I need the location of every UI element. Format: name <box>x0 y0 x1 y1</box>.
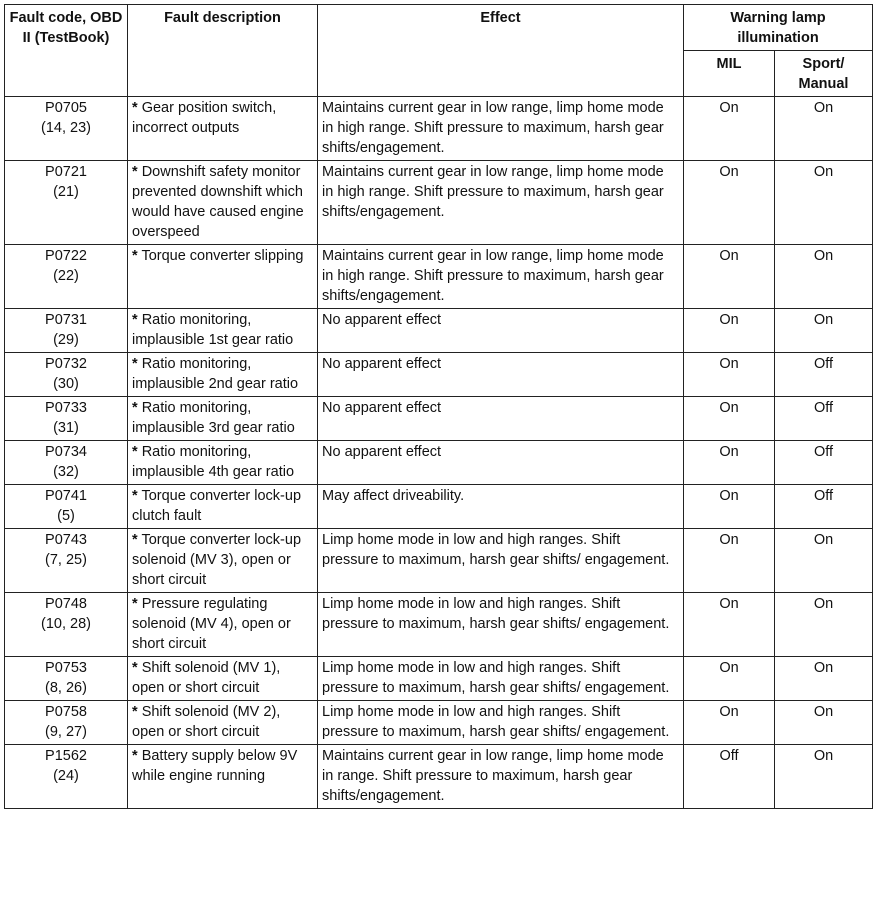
fault-code-cell <box>5 397 128 441</box>
fault-code-cell <box>5 309 128 353</box>
effect-cell: Limp home mode in low and high ranges. Shift pressure to maximum, harsh gear shifts/ engagement. <box>318 529 684 593</box>
fault-code: P0721 <box>45 164 87 180</box>
fault-code-table-container <box>4 4 873 809</box>
fault-code: P0743 <box>45 532 87 548</box>
fault-code: P0758 <box>45 704 87 720</box>
fault-code: P0722 <box>45 248 87 264</box>
fault-code: P1562 <box>45 748 87 764</box>
effect-cell: Maintains current gear in low range, limp home mode in high range. Shift pressure to maximum, harsh gear shifts/engagement. <box>318 161 684 245</box>
fault-description: Battery supply below 9V while engine running <box>132 748 298 784</box>
fault-description-cell <box>128 161 318 245</box>
fault-description-cell <box>128 245 318 309</box>
table-row <box>5 353 873 397</box>
asterisk-marker: * <box>132 596 138 612</box>
fault-description-cell <box>128 353 318 397</box>
table-row <box>5 485 873 529</box>
sport-manual-cell: On <box>775 161 873 245</box>
effect-cell: No apparent effect <box>318 353 684 397</box>
fault-code-cell <box>5 353 128 397</box>
fault-description: Ratio monitoring, implausible 3rd gear ratio <box>132 400 295 436</box>
fault-code-testbook: (22) <box>53 268 79 284</box>
fault-code: P0748 <box>45 596 87 612</box>
fault-code: P0731 <box>45 312 87 328</box>
fault-description-cell <box>128 657 318 701</box>
table-row <box>5 309 873 353</box>
fault-code-cell <box>5 485 128 529</box>
fault-code-cell <box>5 161 128 245</box>
fault-description: Ratio monitoring, implausible 1st gear ratio <box>132 312 294 348</box>
header-warning-lamp: Warning lamp illumination <box>684 5 873 51</box>
fault-description: Ratio monitoring, implausible 4th gear ratio <box>132 444 295 480</box>
effect-cell: No apparent effect <box>318 397 684 441</box>
fault-code-testbook: (32) <box>53 464 79 480</box>
table-row <box>5 161 873 245</box>
fault-code-cell <box>5 745 128 809</box>
asterisk-marker: * <box>132 400 138 416</box>
mil-cell: On <box>684 353 775 397</box>
fault-code-cell <box>5 97 128 161</box>
asterisk-marker: * <box>132 532 138 548</box>
mil-cell: On <box>684 161 775 245</box>
mil-cell: On <box>684 701 775 745</box>
asterisk-marker: * <box>132 100 138 116</box>
sport-manual-cell: On <box>775 245 873 309</box>
header-mil: MIL <box>684 51 775 97</box>
table-row <box>5 745 873 809</box>
mil-cell: On <box>684 485 775 529</box>
header-row <box>5 5 873 51</box>
fault-description-cell <box>128 701 318 745</box>
table-row <box>5 657 873 701</box>
fault-code-cell <box>5 593 128 657</box>
fault-code-testbook: (30) <box>53 376 79 392</box>
sport-manual-cell: On <box>775 529 873 593</box>
fault-description-cell <box>128 593 318 657</box>
fault-code-testbook: (5) <box>57 508 75 524</box>
mil-cell: On <box>684 593 775 657</box>
mil-cell: On <box>684 397 775 441</box>
asterisk-marker: * <box>132 660 138 676</box>
fault-description: Gear position switch, incorrect outputs <box>132 100 277 136</box>
sport-manual-cell: On <box>775 309 873 353</box>
fault-description-cell <box>128 485 318 529</box>
fault-description: Shift solenoid (MV 1), open or short circuit <box>132 660 281 696</box>
fault-description-cell <box>128 745 318 809</box>
fault-code-testbook: (24) <box>53 768 79 784</box>
effect-cell: No apparent effect <box>318 309 684 353</box>
fault-code-cell <box>5 529 128 593</box>
fault-description-cell <box>128 97 318 161</box>
fault-description: Shift solenoid (MV 2), open or short circuit <box>132 704 281 740</box>
asterisk-marker: * <box>132 488 138 504</box>
effect-cell: Limp home mode in low and high ranges. Shift pressure to maximum, harsh gear shifts/ engagement. <box>318 657 684 701</box>
table-row <box>5 97 873 161</box>
sport-manual-cell: On <box>775 657 873 701</box>
mil-cell: On <box>684 657 775 701</box>
sport-manual-cell: On <box>775 97 873 161</box>
fault-code-cell <box>5 657 128 701</box>
fault-code: P0734 <box>45 444 87 460</box>
sport-manual-cell: Off <box>775 353 873 397</box>
table-row <box>5 701 873 745</box>
sport-manual-cell: Off <box>775 485 873 529</box>
table-row <box>5 593 873 657</box>
mil-cell: On <box>684 309 775 353</box>
fault-code-testbook: (9, 27) <box>45 724 87 740</box>
effect-cell: Maintains current gear in low range, limp home mode in range. Shift pressure to maximum, harsh gear shifts/engagement. <box>318 745 684 809</box>
fault-description-cell <box>128 397 318 441</box>
fault-description-cell <box>128 529 318 593</box>
header-fault-description: Fault description <box>128 5 318 97</box>
fault-code-cell <box>5 441 128 485</box>
fault-code-testbook: (10, 28) <box>41 616 91 632</box>
sport-manual-cell: Off <box>775 441 873 485</box>
fault-code: P0741 <box>45 488 87 504</box>
fault-description: Torque converter lock-up solenoid (MV 3), open or short circuit <box>132 532 302 588</box>
effect-cell: Limp home mode in low and high ranges. Shift pressure to maximum, harsh gear shifts/ engagement. <box>318 593 684 657</box>
fault-description: Torque converter lock-up clutch fault <box>132 488 302 524</box>
table-row <box>5 245 873 309</box>
effect-cell: Maintains current gear in low range, limp home mode in high range. Shift pressure to maximum, harsh gear shifts/engagement. <box>318 245 684 309</box>
sport-manual-cell: On <box>775 593 873 657</box>
fault-code: P0732 <box>45 356 87 372</box>
table-row <box>5 529 873 593</box>
effect-cell: May affect driveability. <box>318 485 684 529</box>
table-row <box>5 397 873 441</box>
fault-description: Torque converter slipping <box>141 248 304 264</box>
asterisk-marker: * <box>132 356 138 372</box>
asterisk-marker: * <box>132 248 138 264</box>
asterisk-marker: * <box>132 164 138 180</box>
mil-cell: On <box>684 97 775 161</box>
mil-cell: On <box>684 245 775 309</box>
fault-description: Downshift safety monitor prevented downshift which would have caused engine overspeed <box>132 164 304 240</box>
header-sport-manual: Sport/ Manual <box>775 51 873 97</box>
fault-code-testbook: (14, 23) <box>41 120 91 136</box>
fault-code-testbook: (8, 26) <box>45 680 87 696</box>
table-row <box>5 441 873 485</box>
fault-code-cell <box>5 701 128 745</box>
header-fault-code: Fault code, OBD II (TestBook) <box>5 5 128 97</box>
fault-description-cell <box>128 309 318 353</box>
asterisk-marker: * <box>132 704 138 720</box>
fault-code-testbook: (29) <box>53 332 79 348</box>
fault-description-cell <box>128 441 318 485</box>
fault-code-cell <box>5 245 128 309</box>
sport-manual-cell: On <box>775 745 873 809</box>
fault-code: P0753 <box>45 660 87 676</box>
fault-code-testbook: (21) <box>53 184 79 200</box>
effect-cell: Maintains current gear in low range, limp home mode in high range. Shift pressure to maximum, harsh gear shifts/engagement. <box>318 97 684 161</box>
fault-code-table <box>4 4 873 809</box>
mil-cell: On <box>684 441 775 485</box>
fault-code: P0705 <box>45 100 87 116</box>
asterisk-marker: * <box>132 748 138 764</box>
asterisk-marker: * <box>132 312 138 328</box>
fault-description: Pressure regulating solenoid (MV 4), open or short circuit <box>132 596 291 652</box>
sport-manual-cell: On <box>775 701 873 745</box>
header-effect: Effect <box>318 5 684 97</box>
fault-code: P0733 <box>45 400 87 416</box>
fault-description: Ratio monitoring, implausible 2nd gear ratio <box>132 356 299 392</box>
effect-cell: Limp home mode in low and high ranges. Shift pressure to maximum, harsh gear shifts/ engagement. <box>318 701 684 745</box>
effect-cell: No apparent effect <box>318 441 684 485</box>
fault-code-testbook: (7, 25) <box>45 552 87 568</box>
mil-cell: Off <box>684 745 775 809</box>
fault-code-testbook: (31) <box>53 420 79 436</box>
sport-manual-cell: Off <box>775 397 873 441</box>
asterisk-marker: * <box>132 444 138 460</box>
mil-cell: On <box>684 529 775 593</box>
